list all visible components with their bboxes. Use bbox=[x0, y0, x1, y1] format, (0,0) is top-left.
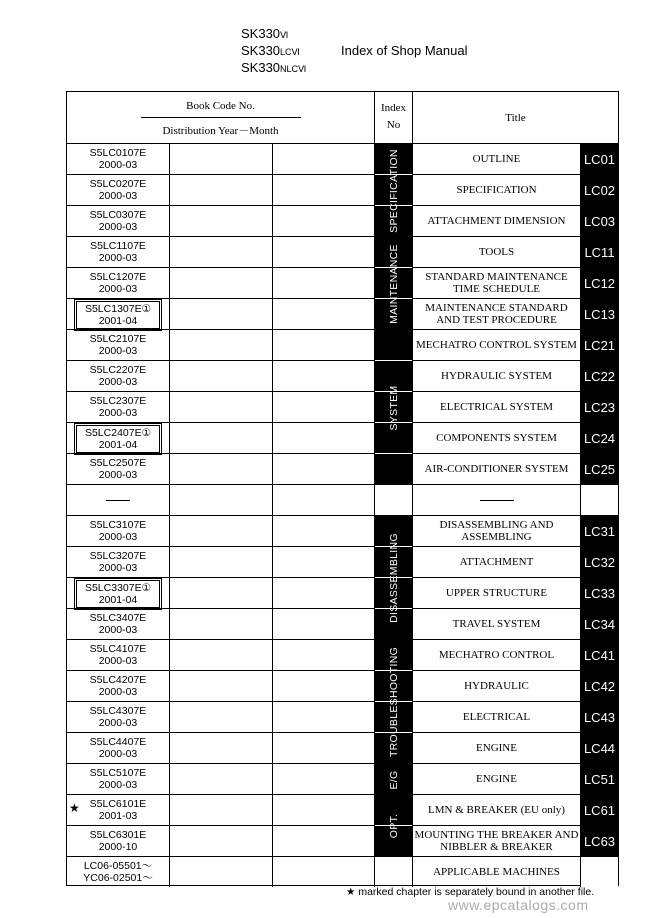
code-block bbox=[67, 736, 169, 760]
distribution-date: 2000-03 bbox=[98, 190, 138, 202]
table-row bbox=[67, 144, 618, 175]
chapter-code-badge: LC21 bbox=[580, 330, 618, 360]
book-code-cell bbox=[67, 454, 170, 484]
table-row bbox=[67, 237, 618, 268]
code-block bbox=[67, 550, 169, 574]
table-row bbox=[67, 454, 618, 485]
chapter-title bbox=[413, 733, 580, 763]
blank-cell bbox=[170, 609, 273, 639]
blank-cell bbox=[170, 516, 273, 546]
book-code: S5LC4307E bbox=[89, 705, 147, 717]
chapter-title bbox=[413, 609, 580, 639]
blank-cell bbox=[170, 795, 273, 825]
section-group-label bbox=[375, 640, 413, 764]
group-row-divider bbox=[375, 360, 412, 361]
book-code-cell bbox=[67, 609, 170, 639]
book-code: S5LC4107E bbox=[89, 643, 147, 655]
table-row bbox=[67, 485, 618, 516]
chapter-title bbox=[413, 454, 580, 484]
distribution-date: 2001-04 bbox=[98, 315, 138, 327]
code-block bbox=[67, 457, 169, 481]
chapter-title bbox=[413, 671, 580, 701]
book-code: S5LC2107E bbox=[89, 333, 147, 345]
blank-cell bbox=[170, 423, 273, 453]
blank-cell bbox=[273, 392, 375, 422]
book-code-cell bbox=[67, 516, 170, 546]
blank-cell bbox=[273, 857, 375, 887]
blank-cell bbox=[170, 361, 273, 391]
table-row bbox=[67, 857, 618, 887]
code-block bbox=[67, 519, 169, 543]
distribution-date: 2000-03 bbox=[98, 159, 138, 171]
distribution-date: 2000-10 bbox=[98, 841, 138, 853]
watermark: www.epcatalogs.com bbox=[448, 897, 589, 913]
chapter-code-badge: LC61 bbox=[580, 795, 618, 825]
blank-cell bbox=[273, 516, 375, 546]
book-code-cell bbox=[67, 857, 170, 887]
chapter-code-badge bbox=[580, 485, 618, 515]
book-code-cell bbox=[67, 578, 170, 608]
book-code: S5LC2207E bbox=[89, 364, 147, 376]
blank-cell bbox=[273, 485, 375, 515]
code-block bbox=[67, 271, 169, 295]
book-code-cell bbox=[67, 547, 170, 577]
distribution-date: 2000-03 bbox=[98, 407, 138, 419]
table-row bbox=[67, 299, 618, 330]
chapter-title bbox=[413, 702, 580, 732]
chapter-title-text: ATTACHMENT DIMENSION bbox=[427, 215, 566, 227]
section-group-label bbox=[375, 144, 413, 237]
blank-cell bbox=[273, 671, 375, 701]
table-row bbox=[67, 826, 618, 857]
table-row bbox=[67, 578, 618, 609]
chapter-title bbox=[413, 640, 580, 670]
chapter-title-text: ENGINE bbox=[476, 773, 517, 785]
code-block bbox=[67, 643, 169, 667]
chapter-code-badge: LC13 bbox=[580, 299, 618, 329]
book-code-label: Book Code No. bbox=[186, 100, 255, 112]
chapter-title bbox=[413, 764, 580, 794]
blank-cell bbox=[170, 640, 273, 670]
distribution-date: 2000-03 bbox=[98, 221, 138, 233]
table-body bbox=[67, 144, 618, 887]
table-row bbox=[67, 547, 618, 578]
code-block bbox=[67, 767, 169, 791]
table-row bbox=[67, 175, 618, 206]
distribution-date: YC06-02501～ bbox=[83, 872, 153, 884]
index-cell bbox=[375, 857, 413, 887]
chapter-title-text: ELECTRICAL SYSTEM bbox=[440, 401, 553, 413]
chapter-title-text: HYDRAULIC SYSTEM bbox=[441, 370, 552, 382]
book-code-cell bbox=[67, 702, 170, 732]
blank-cell bbox=[170, 237, 273, 267]
distribution-date: 2000-03 bbox=[98, 624, 138, 636]
blank-cell bbox=[170, 268, 273, 298]
chapter-title-text: ELECTRICAL bbox=[462, 711, 531, 723]
chapter-title bbox=[413, 485, 580, 515]
table-row bbox=[67, 392, 618, 423]
distribution-date: 2000-03 bbox=[98, 252, 138, 264]
blank-cell bbox=[273, 330, 375, 360]
section-name: MAINTENANCE bbox=[387, 243, 400, 324]
section-group-label bbox=[375, 764, 413, 795]
chapter-title bbox=[413, 826, 580, 856]
table-header bbox=[67, 92, 618, 144]
index-table bbox=[66, 91, 619, 886]
chapter-title-text: ENGINE bbox=[476, 742, 517, 754]
chapter-code-badge: LC41 bbox=[580, 640, 618, 670]
chapter-title-text: STANDARD MAINTENANCE TIME SCHEDULE bbox=[425, 271, 568, 295]
section-group-label bbox=[375, 237, 413, 330]
chapter-title-text: TRAVEL SYSTEM bbox=[452, 618, 541, 630]
code-block bbox=[67, 860, 169, 884]
table-row bbox=[67, 516, 618, 547]
distribution-date: 2001-03 bbox=[98, 810, 138, 822]
chapter-title bbox=[413, 268, 580, 298]
blank-cell bbox=[170, 144, 273, 174]
blank-cell bbox=[273, 733, 375, 763]
book-code: S5LC5107E bbox=[89, 767, 147, 779]
chapter-code-badge: LC63 bbox=[580, 826, 618, 856]
blank-cell bbox=[170, 454, 273, 484]
distribution-date: 2000-03 bbox=[98, 748, 138, 760]
code-block bbox=[67, 395, 169, 419]
blank-cell bbox=[273, 144, 375, 174]
section-name: E/G bbox=[387, 770, 400, 789]
table-row bbox=[67, 640, 618, 671]
distribution-date: 2001-04 bbox=[98, 594, 138, 606]
model-list bbox=[241, 26, 306, 77]
book-code-cell bbox=[67, 423, 170, 453]
chapter-code-badge: LC22 bbox=[580, 361, 618, 391]
book-code-cell bbox=[67, 826, 170, 856]
blank-cell bbox=[273, 640, 375, 670]
book-code-cell bbox=[67, 764, 170, 794]
code-block bbox=[67, 829, 169, 853]
blank-cell bbox=[170, 733, 273, 763]
blank-cell bbox=[170, 764, 273, 794]
footnote: ★ marked chapter is separately bound in another file. bbox=[346, 886, 595, 898]
book-code-cell bbox=[67, 485, 170, 515]
distribution-date: 2000-03 bbox=[98, 717, 138, 729]
distribution-date: 2000-03 bbox=[98, 283, 138, 295]
model-line: SK330LCⅥ bbox=[241, 43, 300, 58]
table-row bbox=[67, 764, 618, 795]
book-code-cell bbox=[67, 733, 170, 763]
book-code: S5LC1307E① bbox=[84, 303, 152, 315]
section-name: TROUBLESHOOTING bbox=[387, 646, 400, 758]
chapter-title-text: UPPER STRUCTURE bbox=[445, 587, 548, 599]
distribution-date: 2000-03 bbox=[98, 562, 138, 574]
book-code: S5LC0107E bbox=[89, 147, 147, 159]
book-code: S5LC4207E bbox=[89, 674, 147, 686]
blank-cell bbox=[273, 826, 375, 856]
blank-cell bbox=[273, 454, 375, 484]
chapter-title bbox=[413, 516, 580, 546]
blank-cell bbox=[273, 206, 375, 236]
chapter-code-badge: LC44 bbox=[580, 733, 618, 763]
blank-cell bbox=[170, 826, 273, 856]
table-row bbox=[67, 702, 618, 733]
code-block bbox=[67, 240, 169, 264]
chapter-title bbox=[413, 392, 580, 422]
book-code-cell bbox=[67, 268, 170, 298]
code-block bbox=[67, 674, 169, 698]
blank-cell bbox=[273, 578, 375, 608]
book-code-cell bbox=[67, 361, 170, 391]
blank-cell bbox=[170, 175, 273, 205]
blank-cell bbox=[170, 330, 273, 360]
chapter-code-badge bbox=[580, 857, 618, 887]
book-code: S5LC2407E① bbox=[84, 427, 152, 439]
section-name: OPT. bbox=[387, 813, 400, 839]
table-row bbox=[67, 733, 618, 764]
book-code: S5LC3407E bbox=[89, 612, 147, 624]
chapter-title bbox=[413, 237, 580, 267]
chapter-code-badge: LC01 bbox=[580, 144, 618, 174]
book-code-cell bbox=[67, 795, 170, 825]
chapter-title bbox=[413, 330, 580, 360]
chapter-code-badge: LC34 bbox=[580, 609, 618, 639]
book-code: S5LC6301E bbox=[89, 829, 147, 841]
chapter-title-text: TOOLS bbox=[478, 246, 515, 258]
blank-cell bbox=[273, 268, 375, 298]
table-row bbox=[67, 795, 618, 826]
blank-cell bbox=[170, 547, 273, 577]
code-block bbox=[67, 333, 169, 357]
blank-cell bbox=[170, 857, 273, 887]
chapter-code-badge: LC11 bbox=[580, 237, 618, 267]
blank-cell bbox=[273, 702, 375, 732]
distribution-date: 2000-03 bbox=[98, 686, 138, 698]
book-code-cell bbox=[67, 671, 170, 701]
section-group-label bbox=[375, 516, 413, 640]
chapter-title-text: LMN & BREAKER (EU only) bbox=[428, 804, 565, 816]
blank-cell bbox=[170, 671, 273, 701]
chapter-title bbox=[413, 144, 580, 174]
revised-code-box bbox=[76, 301, 160, 329]
distribution-date: 2000-03 bbox=[98, 345, 138, 357]
book-code: S5LC1107E bbox=[90, 240, 146, 252]
chapter-code-badge: LC51 bbox=[580, 764, 618, 794]
chapter-title-text: SPECIFICATION bbox=[456, 184, 537, 196]
blank-cell bbox=[273, 361, 375, 391]
chapter-code-badge: LC02 bbox=[580, 175, 618, 205]
dash-placeholder bbox=[106, 500, 130, 501]
table-row bbox=[67, 268, 618, 299]
chapter-code-badge: LC24 bbox=[580, 423, 618, 453]
book-code: S5LC2307E bbox=[89, 395, 147, 407]
section-name: SYSTEM bbox=[387, 385, 400, 430]
book-code-cell bbox=[67, 392, 170, 422]
book-code-cell bbox=[67, 299, 170, 329]
model-line: SK330NLCⅥ bbox=[241, 60, 307, 75]
chapter-title bbox=[413, 299, 580, 329]
section-group-label bbox=[375, 795, 413, 857]
chapter-title-text: AIR-CONDITIONER SYSTEM bbox=[424, 463, 569, 475]
chapter-title-text: MECHATRO CONTROL bbox=[438, 649, 555, 661]
book-code-cell bbox=[67, 237, 170, 267]
book-code: S5LC4407E bbox=[89, 736, 147, 748]
book-code: LC06-05501～ bbox=[83, 860, 153, 872]
distribution-date: 2000-03 bbox=[98, 655, 138, 667]
blank-cell bbox=[170, 392, 273, 422]
chapter-title-text: HYDRAULIC bbox=[464, 680, 529, 692]
blank-cell bbox=[273, 423, 375, 453]
chapter-title bbox=[413, 578, 580, 608]
blank-cell bbox=[170, 206, 273, 236]
chapter-code-badge: LC33 bbox=[580, 578, 618, 608]
table-row bbox=[67, 206, 618, 237]
distribution-date: 2000-03 bbox=[98, 376, 138, 388]
chapter-title bbox=[413, 547, 580, 577]
blank-cell bbox=[170, 299, 273, 329]
chapter-title-text: ATTACHMENT bbox=[459, 556, 534, 568]
table-row bbox=[67, 671, 618, 702]
index-no-header bbox=[375, 92, 413, 143]
chapter-title bbox=[413, 857, 580, 887]
dash-placeholder bbox=[480, 500, 514, 501]
book-code: S5LC0207E bbox=[89, 178, 147, 190]
section-name: DISASSEMBLING bbox=[387, 533, 400, 623]
blank-cell bbox=[273, 609, 375, 639]
code-block bbox=[67, 178, 169, 202]
distribution-date: 2000-03 bbox=[98, 469, 138, 481]
model-line: SK330Ⅵ bbox=[241, 26, 289, 41]
book-code-cell bbox=[67, 640, 170, 670]
book-code-header bbox=[67, 92, 375, 143]
chapter-title-text: COMPONENTS SYSTEM bbox=[436, 432, 557, 444]
distribution-date: 2000-03 bbox=[98, 531, 138, 543]
chapter-title-text: MAINTENANCE STANDARD AND TEST PROCEDURE bbox=[425, 302, 568, 326]
no-label: No bbox=[386, 119, 401, 131]
group-row-divider bbox=[375, 453, 412, 454]
chapter-code-badge: LC43 bbox=[580, 702, 618, 732]
chapter-code-badge: LC31 bbox=[580, 516, 618, 546]
chapter-title bbox=[413, 206, 580, 236]
index-label: Index bbox=[380, 102, 407, 114]
table-row bbox=[67, 330, 618, 361]
header-rule bbox=[141, 117, 301, 118]
code-block bbox=[67, 364, 169, 388]
book-code: S5LC3307E① bbox=[84, 582, 152, 594]
blank-cell bbox=[170, 578, 273, 608]
code-block bbox=[67, 209, 169, 233]
blank-cell bbox=[273, 547, 375, 577]
distribution-label: Distribution Year－Month bbox=[162, 125, 279, 137]
title-header: Title bbox=[505, 112, 526, 124]
chapter-title-text: APPLICABLE MACHINES bbox=[433, 866, 560, 878]
section-group-label bbox=[375, 330, 413, 485]
book-code-cell bbox=[67, 206, 170, 236]
blank-cell bbox=[273, 299, 375, 329]
chapter-code-badge: LC32 bbox=[580, 547, 618, 577]
blank-cell bbox=[170, 702, 273, 732]
book-code: S5LC0307E bbox=[89, 209, 147, 221]
blank-cell bbox=[273, 764, 375, 794]
code-block bbox=[67, 798, 169, 822]
chapter-title-text: OUTLINE bbox=[472, 153, 521, 165]
chapter-code-badge: LC25 bbox=[580, 454, 618, 484]
table-row bbox=[67, 609, 618, 640]
revised-code-box bbox=[76, 425, 160, 453]
chapter-title bbox=[413, 423, 580, 453]
revised-code-box bbox=[76, 580, 160, 608]
book-code: S5LC3107E bbox=[89, 519, 147, 531]
chapter-title-text: MECHATRO CONTROL SYSTEM bbox=[416, 339, 577, 351]
code-block bbox=[67, 705, 169, 729]
book-code: S5LC3207E bbox=[89, 550, 147, 562]
chapter-code-badge: LC42 bbox=[580, 671, 618, 701]
code-block bbox=[67, 147, 169, 171]
chapter-title-text: DISASSEMBLING AND ASSEMBLING bbox=[439, 519, 554, 543]
chapter-title bbox=[413, 361, 580, 391]
document-title: Index of Shop Manual bbox=[341, 43, 468, 58]
table-row bbox=[67, 423, 618, 454]
blank-cell bbox=[273, 795, 375, 825]
section-name: SPECIFICATION bbox=[387, 148, 400, 233]
table-row bbox=[67, 361, 618, 392]
chapter-code-badge: LC23 bbox=[580, 392, 618, 422]
code-block bbox=[67, 612, 169, 636]
blank-cell bbox=[170, 485, 273, 515]
book-code-cell bbox=[67, 175, 170, 205]
chapter-title bbox=[413, 795, 580, 825]
book-code-cell bbox=[67, 330, 170, 360]
index-cell bbox=[375, 485, 413, 515]
chapter-title-text: MOUNTING THE BREAKER AND NIBBLER & BREAKER bbox=[414, 829, 579, 853]
distribution-date: 2001-04 bbox=[98, 439, 138, 451]
book-code-cell bbox=[67, 144, 170, 174]
blank-cell bbox=[273, 175, 375, 205]
book-code: S5LC1207E bbox=[89, 271, 147, 283]
book-code: S5LC6101E bbox=[89, 798, 147, 810]
distribution-date: 2000-03 bbox=[98, 779, 138, 791]
book-code: S5LC2507E bbox=[89, 457, 147, 469]
chapter-code-badge: LC12 bbox=[580, 268, 618, 298]
chapter-code-badge: LC03 bbox=[580, 206, 618, 236]
blank-cell bbox=[273, 237, 375, 267]
chapter-title bbox=[413, 175, 580, 205]
star-icon: ★ bbox=[69, 801, 80, 815]
